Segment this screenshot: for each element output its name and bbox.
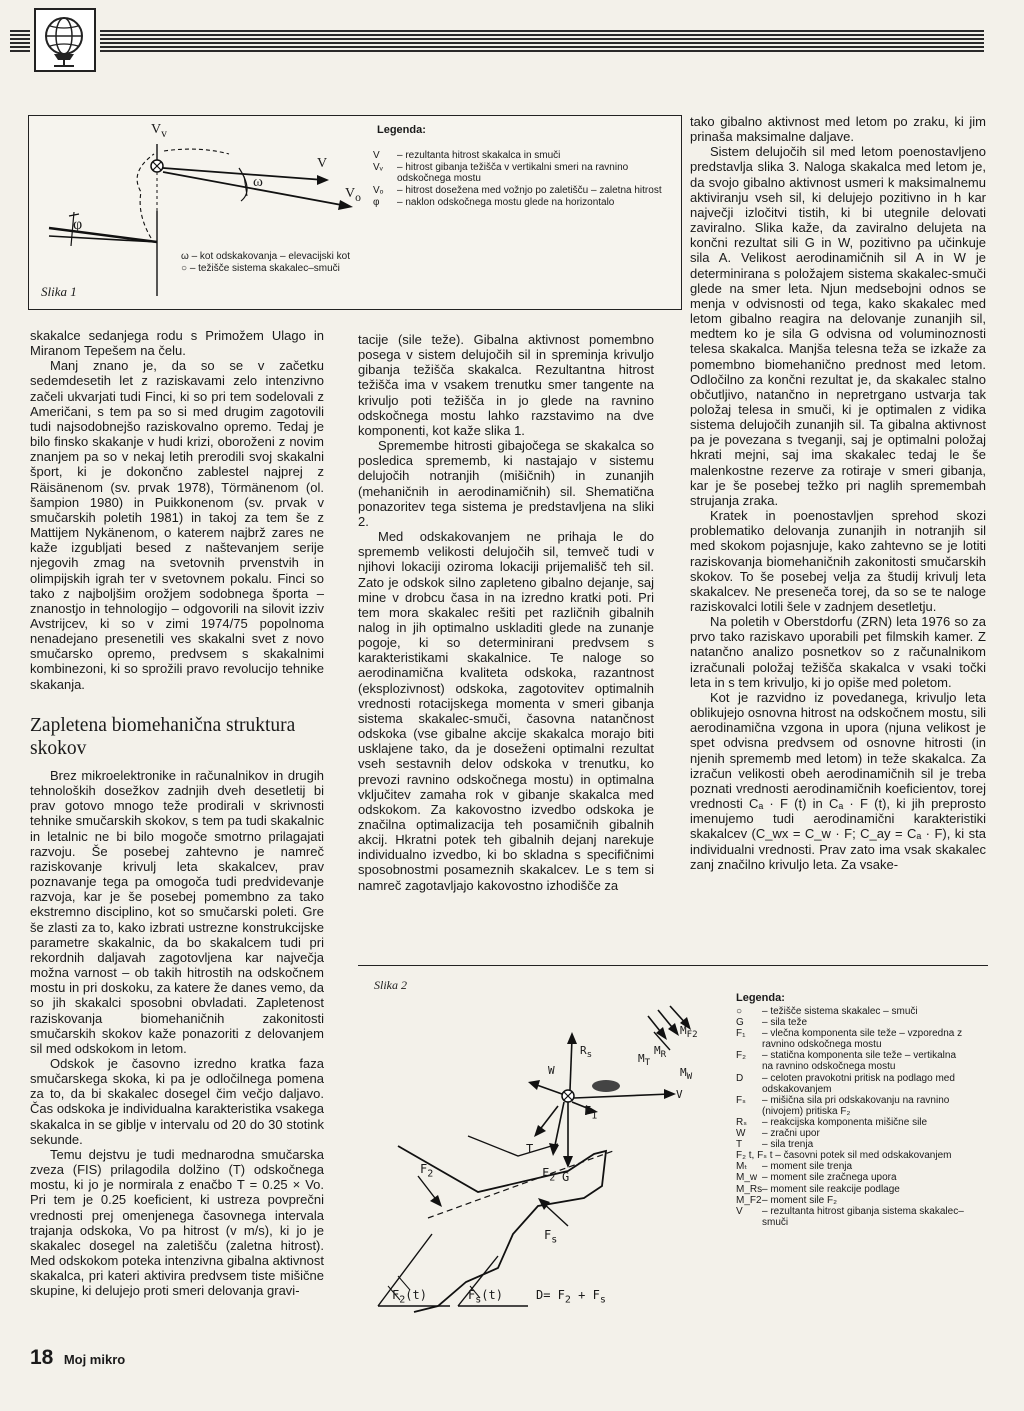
header-rule-left — [10, 30, 30, 52]
label-f2-main: F — [420, 1162, 428, 1176]
legend-row — [736, 1117, 968, 1128]
legend-symbol: M_Rs — [736, 1183, 763, 1195]
section-heading: Zapletena biomehanična struktura skokov — [30, 715, 296, 759]
legend-row — [736, 1028, 968, 1050]
legend-row — [736, 1195, 968, 1206]
label-f2t — [392, 1288, 427, 1305]
legend-row — [736, 1095, 968, 1117]
label-d-eq-sub1: 2 — [564, 1294, 571, 1306]
legend-symbol: Vₒ — [373, 185, 384, 196]
paragraph: skakalce sedanjega rodu s Primožem Ulago in Miranom Tepešem na čelu. — [30, 328, 324, 359]
legend-cg: ○ – težišče sistema skakalec–smuči — [181, 263, 340, 274]
legend-text: – hitrost gibanja težišča v vertikalni smeri na ravnino odskočnega mostu — [397, 162, 629, 184]
label-vv-sub: v — [161, 126, 167, 140]
legend-row — [736, 1128, 968, 1139]
legend-text: – statična komponenta sile teže – vertikalna na ravnino odskočnega mostu — [762, 1050, 956, 1073]
label-fst — [468, 1288, 503, 1305]
legend-symbol: φ — [373, 197, 380, 208]
legend-symbol: M_F2 — [736, 1194, 762, 1206]
label-mw-sub: W — [686, 1071, 693, 1083]
label-fst-main: F — [468, 1288, 476, 1302]
legend-row — [373, 185, 673, 196]
legend-symbol: T — [736, 1139, 743, 1151]
globe-icon — [34, 8, 96, 72]
label-g: G — [562, 1170, 570, 1184]
label-f2g-sub: 2 — [549, 1172, 556, 1184]
label-f2t-main: F — [392, 1288, 400, 1302]
legend-row — [736, 1150, 968, 1161]
figure-1 — [28, 115, 682, 310]
paragraph: Odskok je časovno izredno kratka faza smučarskega skoka, ki pa je odločilnega pomena za to, da bi skakalec dosegel čim večjo daljavo. Čas odskoka je individualna karakteristika vsakega skakalca in se giblje v intervalu od 20 do 30 stotink sekunde. — [30, 1055, 324, 1147]
paragraph: Na poletih v Oberstdorfu (ZRN) leta 1976 so za prvo tako raziskavo uporabili pet filmskih kamer. Z natančno analizo posnetkov so z računalnikom izračunali položaj težišča skakalca v vsaki točki leta in s tem krivuljo, ki jo opiše med poletom. — [690, 614, 986, 690]
label-mw — [680, 1066, 692, 1082]
legend-symbol: V — [736, 1205, 743, 1217]
column-1-top — [30, 328, 324, 692]
paragraph: Kratek in poenostavljen sprehod skozi problematiko delovanja zunanjih in notranjih sil med skokom pojasnjuje, kako zahtevno se je lotiti raziskovanja biomehaničnih zakonitosti smučarskih skokov. To še posebej velja za študij krivulj leta skakalcev. Ne preseneča torej, da so se te naloge raziskovalci lotili šele v zadnjem desetletju. — [690, 508, 986, 614]
label-f1-sub: 1 — [591, 1110, 598, 1122]
label-d-eq-b: + F — [570, 1288, 600, 1302]
legend-text: – moment sile trenja — [762, 1161, 853, 1173]
label-w: W — [548, 1064, 555, 1077]
label-vo-sub: o — [355, 190, 361, 204]
label-mr-sub: R — [660, 1049, 667, 1061]
legend-symbol: Mₜ — [736, 1161, 748, 1173]
figure-2 — [358, 965, 988, 1350]
label-d-eq-a: D= F — [536, 1288, 565, 1302]
legend-symbol: F₁ — [736, 1028, 746, 1040]
paragraph: Manj znano je, da so se v začetku sedemdesetih let z raziskavami zelo intenzivno začeli ukvarjati tudi Finci, ki so pri tem sodelovali z Američani, s tem pa so si med drugim zagotovili tudi najsodobnejšo raziskovalno opremo. Tedaj je bilo finsko skakanje v hudi krizi, oboroženi z novim znanjem pa so v nekaj letih prerodili svoj skakalni šport, ki je dokončno zablestel najprej z Räisänenom (sv. prvak 1978), Törmänenom (ol. šampion 1980) in Puikkonenom (sv. prvak v smučarskih poletih 1981) in takoj za tem še z Mattijem Nykänenom, o katerem najbrž zares ne kaže izgubljati besed z naštevanjem serije njegovih zmag na svetovnih prvenstvih in olimpijskih igrah ter v svetovnem pokalu. Finci so tako z najboljšim orožjem sodobnega športa – znanostjo in tehnologijo – odgovorili na silovit izziv Avstrijcev, ki so v zimi 1974/75 popolnoma nenadejano presenetili ves skakalni svet z novo smučarsko opremo, predvsem s skakalnimi kombinezoni, ki so sprožili pravo revolucijo tehnike skakanja. — [30, 358, 324, 692]
label-vo-main: V — [345, 186, 356, 201]
legend-text: – rezultanta hitrost gibanja sistema skakalec–smuči — [762, 1205, 964, 1228]
legend-row — [736, 1006, 968, 1017]
legend-row — [736, 1050, 968, 1072]
legend-row — [736, 1073, 968, 1095]
paragraph: Spremembe hitrosti gibajočega se skakalca so posledica sprememb, ki nastajajo v sistemu delujočih notranjih (mišičnih) in zunanjih (mehaničnih in aerodinamičnih) sil. Shematična ponazoritev tega sistema je predstavljena na sliki 2. — [358, 438, 654, 529]
legend-symbol: V — [373, 150, 380, 161]
label-vv-main: V — [151, 122, 162, 137]
legend-text: F₂ t, Fₛ t – časovni potek sil med odskakovanjem — [736, 1150, 952, 1162]
figure-1-legend — [373, 150, 673, 209]
label-f2t-arg: (t) — [405, 1288, 427, 1302]
label-v: V — [317, 156, 328, 171]
legend-row — [373, 150, 673, 161]
legend-symbol: Fₛ — [736, 1094, 746, 1106]
label-mf2 — [680, 1024, 698, 1040]
legend-text: – sila teže — [762, 1017, 808, 1029]
legend-text: – hitrost dosežena med vožnjo po zaletišču – zaletna hitrost — [397, 185, 662, 196]
legend-row — [736, 1184, 968, 1195]
label-phi: φ — [73, 216, 83, 233]
legend-text: – moment sile F₂ — [762, 1194, 838, 1206]
legend-symbol: Vᵥ — [373, 162, 383, 173]
paragraph: Med odskakovanjem ne prihaja le do sprememb velikosti delujočih sil, temveč tudi v njihovi lokaciji oziroma lokaciji prijemališč teh sil. Zato je odskok silno zapleteno gibalno dejanje, saj mine v drobcu časa in na izredno kratki poti. Pri tem mora skakalec rešiti pet različnih gibalnih nalog in jih optimalno uskladiti glede na zunanje pogoje, ki so determinirani predvsem s karakteristikami skakalnice. Te naloge so aerodinamična kvaliteta odskoka, razantnost (eksplozivnost) odskoka, zagotovitev optimalnih vrednosti rotacijskega momenta v smeri gibanja sistema skakalec-smuči, časovna natančnost odskoka (vse gibalne akcije skakalca morajo biti usklajene tako, da je doseženi optimalni rezultat vseh sestavnih delov odskoka v trenutku, ko prevozi ravnino odskočnega mostu) in optimalna vključitev zamaha rok v gibanje skakalca med odskokom. Za kakovostno izvedbo odskoka je značilna optimalizacija teh posamičnih gibalnih akcij. Hkratni potek teh gibalnih dejanj narekuje individualno izvedbo, ki bo skladna s specifičnimi sposobnostmi posameznih skakalcev. Le s tem si namreč zagotavljajo kakovostno izhodišče za — [358, 529, 654, 893]
legend-text: – moment sile zračnega upora — [762, 1172, 897, 1184]
legend-text: – sila trenja — [762, 1139, 814, 1151]
legend-text: – vlečna komponenta sile teže – vzporedna z ravnino odskočnega mostu — [762, 1028, 963, 1051]
label-fs — [544, 1228, 557, 1245]
page-number: 18 — [30, 1346, 54, 1369]
legend-text: – zračni upor — [762, 1128, 820, 1140]
label-f2g-main: F — [542, 1166, 550, 1180]
label-f1 — [584, 1104, 597, 1121]
label-fst-sub: s — [475, 1294, 482, 1306]
legend-text: – celoten pravokotni pritisk na podlago med odskakovanjem — [762, 1072, 955, 1095]
legend-symbol: D — [736, 1072, 744, 1084]
label-f2 — [420, 1162, 433, 1179]
figure-2-caption: Slika 2 — [374, 978, 407, 992]
figure-1-legend-bottom — [181, 251, 350, 275]
legend-text: – rezultanta hitrost skakalca in smuči — [397, 150, 561, 161]
label-fs-sub: s — [551, 1234, 558, 1246]
paragraph: Temu dejstvu je tudi mednarodna smučarska zveza (FIS) prilagodila dolžino (T) odskočnega mostu, ki jo je normirala z enačbo T = 0.25 × Vo. Pri tem je 0.25 koeficient, ki ustreza povprečni vrednosti prej omenjenega časovnega intervala trajanja odskoka, Vo pa hitrost (v m/s), ki jo je skakalec dosegel na zaletišču (zaletna hitrost). Med odskokom poteka intenzivna gibalna aktivnost skakalca, pri kateri aktivira predvsem tiste mišične skupine, ki delujejo proti smeri delovanja gravi- — [30, 1146, 324, 1299]
label-mt — [638, 1052, 650, 1068]
label-fs-main: F — [544, 1228, 552, 1242]
label-mw-main: M — [680, 1066, 687, 1079]
figure-1-legend-title: Legenda: — [377, 124, 426, 136]
legend-text: – reakcijska komponenta mišične sile — [762, 1116, 928, 1128]
label-mr-main: M — [654, 1044, 661, 1057]
label-f2-sub: 2 — [427, 1168, 434, 1180]
label-mt-main: M — [638, 1052, 645, 1065]
label-f1-main: F — [584, 1104, 592, 1118]
figure-1-caption: Slika 1 — [41, 284, 77, 299]
label-rs-sub: s — [586, 1049, 593, 1061]
legend-text: – mišična sila pri odskakovanju na ravnino (nivojem) pritiska F₂ — [762, 1094, 950, 1117]
legend-omega: ω – kot odskakovanja – elevacijski kot — [181, 251, 351, 262]
label-t: T — [526, 1142, 534, 1156]
legend-row — [373, 162, 673, 184]
figure-1-diagram — [29, 116, 683, 311]
column-1-bottom — [30, 768, 324, 1298]
legend-row — [736, 1139, 968, 1150]
legend-row — [373, 197, 673, 208]
figure-2-legend — [736, 1006, 968, 1228]
legend-symbol: W — [736, 1128, 746, 1140]
paragraph: Brez mikroelektronike in računalnikov in drugih tehnoloških dosežkov zadnjih dveh desetletij bi prav gotovo mnogo teže prodirali v skrivnosti tehnike smučarskih skokov, s tem pa tudi skakalnic in letalnic ne bi bilo mogoče smotrno prilagajati razvoju. Še posebej zahtevno je namreč raziskovanje krivulj leta skakalcev, prav poznavanje tega pa omogoča tudi predvidevanje razvoja, kar je še posebej pomembno za tako ekstremno disciplino, kot so smučarski poleti. Gre še zlasti za to, kako izbrati ustrezne konstrukcijske parametre skakalnic, da bo skakalcem tudi pri rekordnih daljavah zagotovljena kar največja možna varnost – ob takih hitrostih na odskočnem mostu in pri doskoku, za katere že danes vemo, da so jih skakalci sposobni obvladati. Zapletenost raziskovanja biomehaničnih zakonitosti smučarskih skokov kaže ponazoriti z delovanjem sil med odskokom in letom. — [30, 768, 324, 1056]
label-v: V — [676, 1088, 683, 1101]
label-mr — [654, 1044, 666, 1060]
column-3 — [690, 114, 986, 872]
legend-text: – moment sile reakcije podlage — [762, 1183, 900, 1195]
column-2 — [358, 332, 654, 893]
legend-symbol: F₂ — [736, 1050, 746, 1062]
label-d-eq-sub2: s — [599, 1294, 606, 1306]
header-rule — [100, 30, 984, 52]
label-rs — [580, 1044, 592, 1060]
legend-row — [736, 1206, 968, 1228]
legend-row — [736, 1161, 968, 1172]
label-vv — [151, 122, 167, 140]
paragraph: tako gibalno aktivnost med letom po zraku, ki jim prinaša maksimalne daljave. — [690, 114, 986, 145]
figure-2-legend-title: Legenda: — [736, 992, 785, 1004]
label-f2t-sub: 2 — [399, 1294, 406, 1306]
legend-symbol: G — [736, 1017, 744, 1029]
legend-symbol: ○ — [736, 1006, 743, 1017]
legend-text: – naklon odskočnega mostu glede na horizontalo — [397, 197, 615, 208]
legend-text: – težišče sistema skakalec – smuči — [762, 1006, 918, 1017]
label-rs-main: R — [580, 1044, 587, 1057]
paragraph: Kot je razvidno iz povedanega, krivuljo leta oblikujejo osnovna hitrost na odskočnem mostu, sili aerodinamična vzgona in upora (njuna velikost je spet odvisna predvsem od osnovne hitrosti (in njenih sprememb med letom) in teže skakalca. Za izračun velikosti obeh aerodinamičnih sil je treba poznati vrednosti aerodinamičnih koeficientov, torej vrednosti Cₐ · F (t) in Cₐ · F (t), ki jih preprosto imenujemo tudi aerodinamični karakteristiki skakalcev (C_wx = C_w · F; C_ay = Cₐ · F), ki sta individualni vrednosti. Prav zato ima vsak skakalec zanj značilno krivuljo leta. Za vsake- — [690, 689, 986, 872]
paragraph: Sistem delujočih sil med letom poenostavljeno predstavlja slika 3. Naloga skakalca med letom je, da svojo gibalno aktivnost usmeri k maksimalnemu aktiviranju vseh sil, ki delujejo pozitivno in h kar največji izločitvi tistih, ki bi utegnile delovati zaviralno. Slika kaže, da zaviralno delujeta na končni rezultat sili G in W, pozitivno pa učinkuje sila A. Velikost aerodinamičnih sil A in W je determinirana s položajem sistema skakalec-smuči glede na smer leta. Njun medsebojni odnos se menja v odvisnosti od tega, kako skakalec med letom gibalno reagira na delovanje zunanjih sil, medtem ko je sila G odvisna od voluminoznosti telesa skakalca. Manjša telesna teža se izkaže za pomembno biomehanično prednost med letom. Odločilno za končni rezultat je, da skakalec stalno občutljivo, natančno in nepretrgano ustvarja tak položaj telesa in smuči, ki je optimalen z vidika sistema delujočih zunanjih sil. Ta gibalna aktivnost pa je povezana s tveganji, saj je optimalni položaj hkrati mejni, saj ima skakalec tedaj le še malenkostne rezerve za rotiraje v smeri gibanja, kar je še posebej težko pri naglih spremembah strujanja zraka. — [690, 144, 986, 508]
magazine-name: Moj mikro — [63, 1352, 126, 1367]
label-mf2-main: M — [680, 1024, 687, 1037]
label-f2g — [542, 1166, 555, 1183]
label-vo — [345, 186, 361, 204]
legend-symbol: M_w — [736, 1172, 758, 1184]
paragraph: tacije (sile teže). Gibalna aktivnost pomembno posega v sistem delujočih sil in spreminja krivuljo gibanja težišča skakalca. Rezultantna hitrost težišča ima v vsakem trenutku smer tangente na krivuljo poti težišča in jo glede na ravnino odskočnega mostu lahko razstavimo na dve komponenti, kot kaže slika 1. — [358, 332, 654, 438]
label-mf2-sub: F2 — [686, 1029, 698, 1041]
legend-row — [736, 1017, 968, 1028]
legend-symbol: Rₛ — [736, 1116, 747, 1128]
label-d-equation — [536, 1288, 606, 1305]
label-omega: ω — [253, 174, 263, 190]
legend-row — [736, 1172, 968, 1183]
label-fst-arg: (t) — [481, 1288, 503, 1302]
label-mt-sub: T — [644, 1057, 651, 1069]
page-footer — [30, 1346, 125, 1370]
